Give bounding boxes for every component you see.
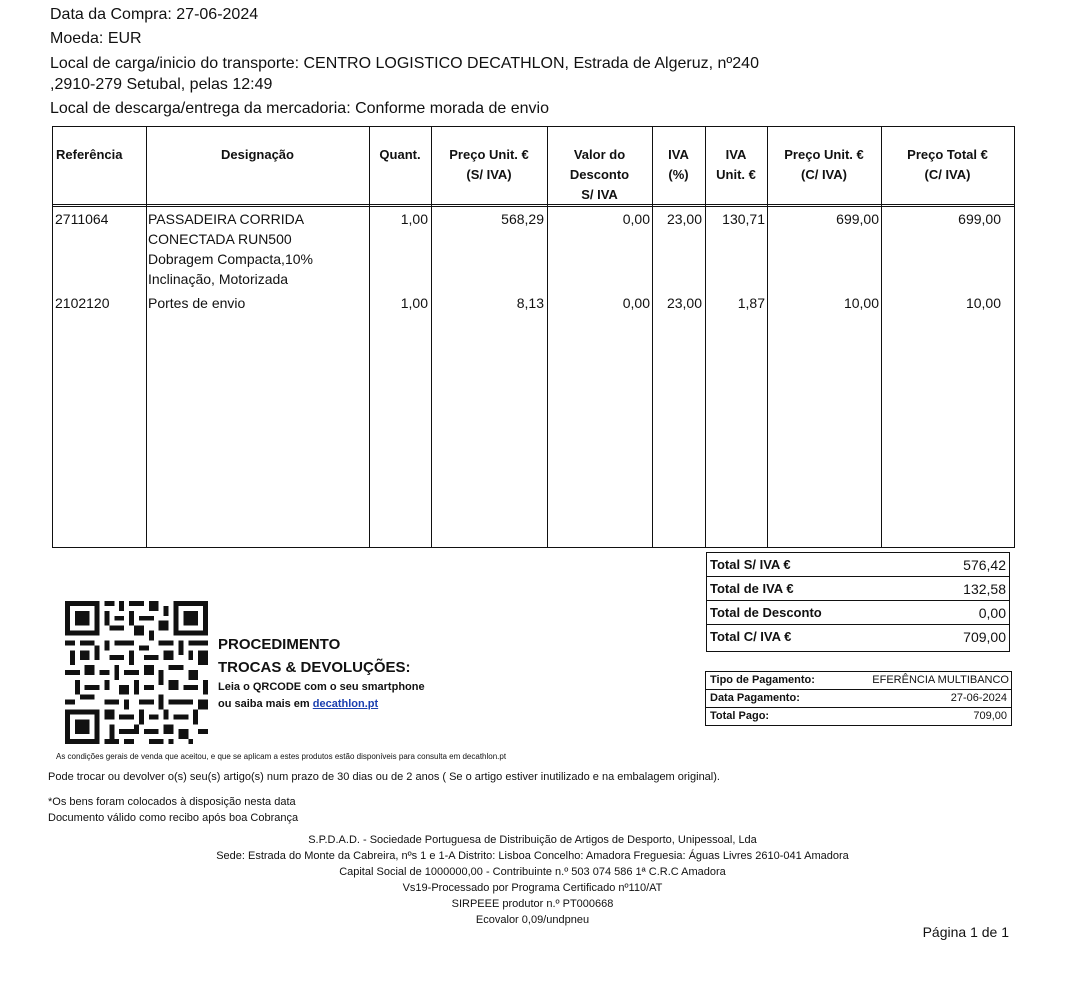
decathlon-link[interactable]: decathlon.pt — [312, 698, 379, 710]
unloading-location: Local de descarga/entrega da mercadoria: Conforme morada de envio — [50, 100, 549, 117]
header-qty: Quant. — [379, 147, 421, 162]
row2-total: 10,00 — [965, 295, 1001, 311]
header-ref: Referência — [56, 147, 123, 162]
payment-date: 27-06-2024 — [950, 692, 1007, 704]
row1-vat-pct: 23,00 — [666, 211, 702, 227]
payment-paid: 709,00 — [973, 710, 1007, 722]
procedure-line1: Leia o QRCODE com o seu smartphone — [218, 681, 425, 693]
loading-location: Local de carga/inicio do transporte: CENTRO LOGISTICO DECATHLON, Estrada de Algeruz, nº240 — [50, 55, 759, 72]
row2-unit-vat: 10,00 — [843, 295, 879, 311]
footer-certified: Vs19-Processado por Programa Certificado nº110/AT — [402, 882, 663, 894]
payment-paid-label: Total Pago: — [710, 710, 770, 722]
totals-box — [706, 552, 1010, 652]
footer-ecovalor: Ecovalor 0,09/undpneu — [475, 914, 590, 926]
row2-unit-no-vat: 8,13 — [516, 295, 544, 311]
procedure-line2: ou saiba mais em decathlon.pt — [218, 698, 379, 710]
row1-vat-unit: 130,71 — [722, 211, 765, 227]
row1-unit-vat: 699,00 — [836, 211, 879, 227]
payment-box — [705, 671, 1012, 726]
total-vat-label: Total de IVA € — [710, 581, 794, 596]
total-no-vat: 576,42 — [963, 557, 1006, 573]
row2-discount: 0,00 — [622, 295, 650, 311]
total-with-vat: 709,00 — [963, 629, 1006, 645]
row1-ref: 2711064 — [55, 211, 109, 227]
footer-sirpeee: SIRPEEE produtor n.º PT000668 — [451, 898, 614, 910]
items-table — [52, 126, 1015, 548]
total-with-vat-label: Total C/ IVA € — [710, 629, 792, 644]
currency: Moeda: EUR — [50, 30, 142, 47]
receipt-note: Documento válido como recibo após boa Cobrança — [48, 812, 299, 824]
total-discount-label: Total de Desconto — [710, 605, 822, 620]
row1-unit-no-vat: 568,29 — [501, 211, 544, 227]
total-discount: 0,00 — [978, 605, 1006, 621]
row1-total: 699,00 — [958, 211, 1001, 227]
conditions-note: As condições gerais de venda que aceitou, e que se aplicam a estes produtos estão disponíveis para consulta em decathlon.pt — [56, 752, 507, 761]
header-desc: Designação — [221, 147, 294, 162]
header-discount: Valor do Desconto S/ IVA — [569, 147, 630, 202]
total-vat: 132,58 — [963, 581, 1006, 597]
payment-type: EFERÊNCIA MULTIBANCO — [872, 674, 1009, 686]
payment-type-label: Tipo de Pagamento: — [710, 674, 815, 686]
row2-ref: 2102120 — [55, 295, 110, 311]
procedure-title: PROCEDIMENTO — [218, 636, 341, 653]
header-unit-vat: Preço Unit. € (C/ IVA) — [784, 147, 864, 182]
header-vat-unit: IVA Unit. € — [716, 147, 756, 182]
header-unit-no-vat: Preço Unit. € (S/ IVA) — [449, 147, 529, 182]
loading-location-cont: ,2910-279 Setubal, pelas 12:49 — [50, 76, 273, 93]
footer-company: S.P.D.A.D. - Sociedade Portuguesa de Distribuição de Artigos de Desporto, Unipessoal, Lda — [308, 834, 757, 846]
row2-vat-pct: 23,00 — [666, 295, 702, 311]
row1-desc: PASSADEIRA CORRIDA CONECTADA RUN500 Dobragem Compacta,10% Inclinação, Motorizada — [148, 211, 313, 287]
header-total: Preço Total € (C/ IVA) — [907, 147, 988, 182]
row1-qty: 1,00 — [400, 211, 428, 227]
footer-capital: Capital Social de 1000000,00 - Contribuinte n.º 503 074 586 1ª C.R.C Amadora — [339, 866, 726, 878]
qr-code-icon[interactable] — [64, 601, 209, 744]
total-no-vat-label: Total S/ IVA € — [710, 557, 791, 572]
row2-qty: 1,00 — [400, 295, 428, 311]
exchange-note: Pode trocar ou devolver o(s) seu(s) artigo(s) num prazo de 30 dias ou de 2 anos ( Se o artigo estiver inutilizado e na embalagem original). — [48, 771, 720, 783]
footer-address: Sede: Estrada do Monte da Cabreira, nºs 1 e 1-A Distrito: Lisboa Concelho: Amadora Freguesia: Águas Livres 2610-041 Amadora — [216, 850, 849, 862]
payment-date-label: Data Pagamento: — [710, 692, 800, 704]
row1-discount: 0,00 — [622, 211, 650, 227]
procedure-subtitle: TROCAS & DEVOLUÇÕES: — [218, 659, 411, 676]
header-vat-pct: IVA (%) — [668, 147, 689, 182]
page-number: Página 1 de 1 — [922, 924, 1009, 940]
purchase-date: Data da Compra: 27-06-2024 — [50, 6, 259, 23]
goods-note: *Os bens foram colocados à disposição nesta data — [48, 796, 296, 808]
row2-desc: Portes de envio — [148, 295, 246, 311]
row2-vat-unit: 1,87 — [737, 295, 765, 311]
